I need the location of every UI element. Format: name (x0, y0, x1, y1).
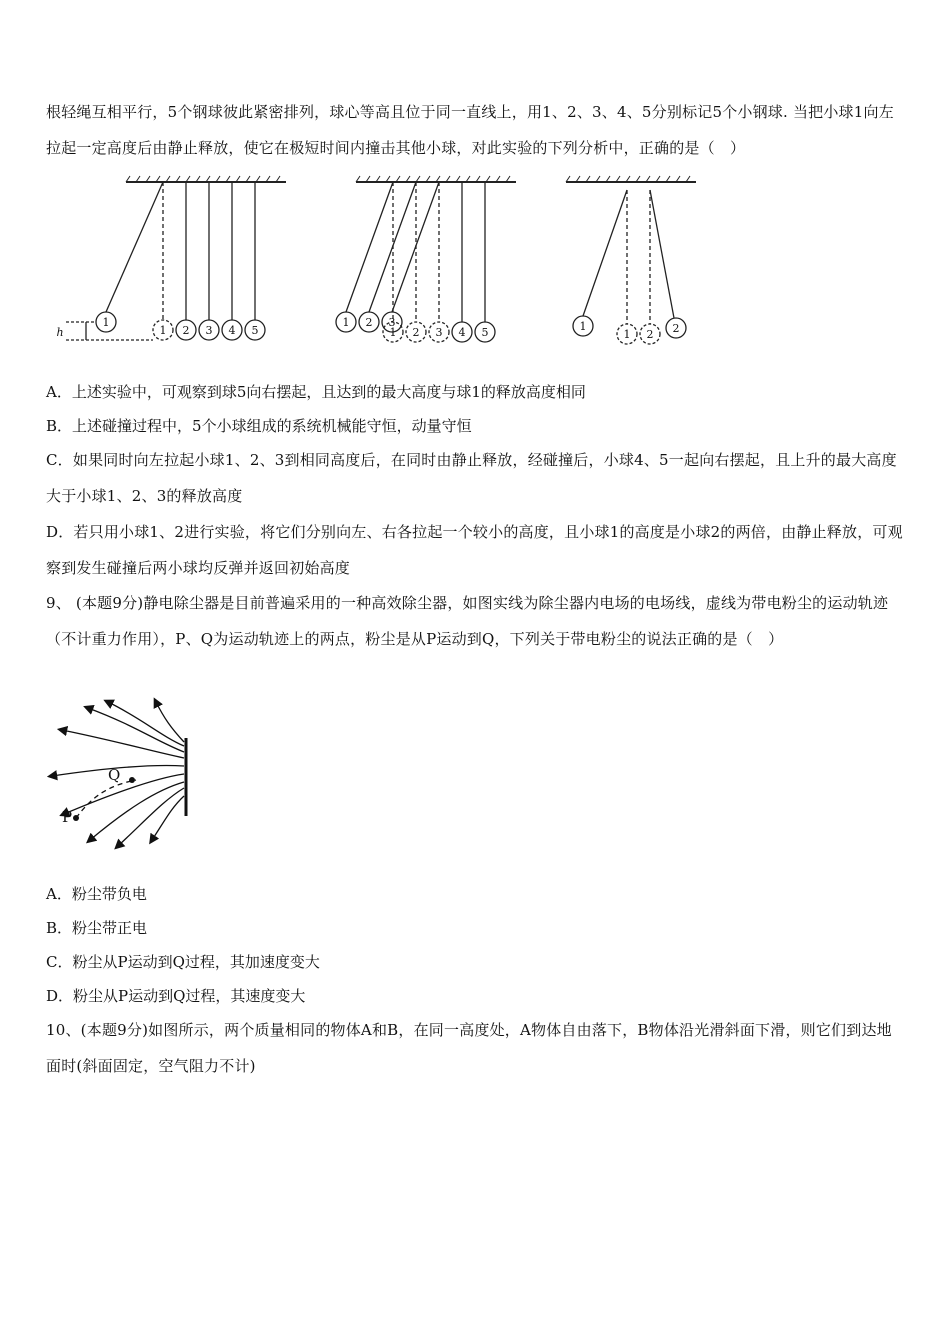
ball-label: 3 (388, 316, 396, 329)
ball-label: 4 (228, 324, 236, 337)
option-a: A．上述实验中，可观察到球5向右摆起，且达到的最大高度与球1的释放高度相同 (46, 383, 586, 401)
option-d: D．粉尘从P运动到Q过程，其速度变大 (46, 987, 306, 1005)
point-p-label: P (62, 808, 73, 826)
ball-label: 5 (251, 324, 259, 337)
ball-label: 5 (481, 326, 489, 339)
ball-label: 2 (182, 324, 190, 337)
option-c: C．如果同时向左拉起小球1、2、3到相同高度后，在同时由静止释放，经碰撞后，小球4、5一起向右摆起，且上升的最大高度大于小球1、2、3的释放高度 (46, 451, 897, 505)
option-d: D．若只用小球1、2进行实验，将它们分别向左、右各拉起一个较小的高度，且小球1的高度是小球2的两倍，由静止释放，可观察到发生碰撞后两小球均反弹并返回初始高度 (46, 523, 903, 577)
newtons-cradle-figure (46, 172, 706, 364)
ball-label: 3 (205, 324, 213, 337)
option-b: B．上述碰撞过程中，5个小球组成的系统机械能守恒，动量守恒 (46, 417, 472, 435)
question-10-stem: 10、(本题9分)如图所示，两个质量相同的物体A和B，在同一高度处，A物体自由落下，B物体沿光滑斜面下滑，则它们到达地面时(斜面固定，空气阻力不计) (46, 1021, 892, 1075)
option-a: A．粉尘带负电 (46, 885, 147, 903)
option-c: C．粉尘从P运动到Q过程，其加速度变大 (46, 953, 320, 971)
ball-label: 2 (646, 328, 654, 341)
ball-label: 2 (365, 316, 373, 329)
electrostatic-precipitator-figure (46, 696, 196, 856)
ball-label: 1 (102, 316, 110, 329)
ball-label: 1 (389, 326, 397, 339)
ball-label: 4 (458, 326, 466, 339)
ball-label: 3 (435, 326, 443, 339)
option-b: B．粉尘带正电 (46, 919, 148, 937)
ball-label: 1 (623, 328, 631, 341)
ball-label: 1 (342, 316, 350, 329)
height-label: h (56, 326, 64, 339)
question-9-stem: 9、 (本题9分)静电除尘器是目前普遍采用的一种高效除尘器，如图实线为除尘器内电场的电场线，虚线为带电粉尘的运动轨迹（不计重力作用），P、Q为运动轨迹上的两点，粉尘是从P运动到Q，下列关于带电粉尘的说法正确的是（ ） (46, 594, 889, 648)
point-q-label: Q (108, 766, 121, 784)
ball-label: 1 (579, 320, 587, 333)
question-8-stem: 根轻绳互相平行，5个钢球彼此紧密排列，球心等高且位于同一直线上，用1、2、3、4、5分别标记5个小钢球. 当把小球1向左拉起一定高度后由静止释放，使它在极短时间内撞击其他小球，对此实验的下列分析中，正确的是（ ） (46, 103, 894, 157)
ball-label: 1 (159, 324, 167, 337)
ball-label: 2 (412, 326, 420, 339)
ball-label: 2 (672, 322, 680, 335)
